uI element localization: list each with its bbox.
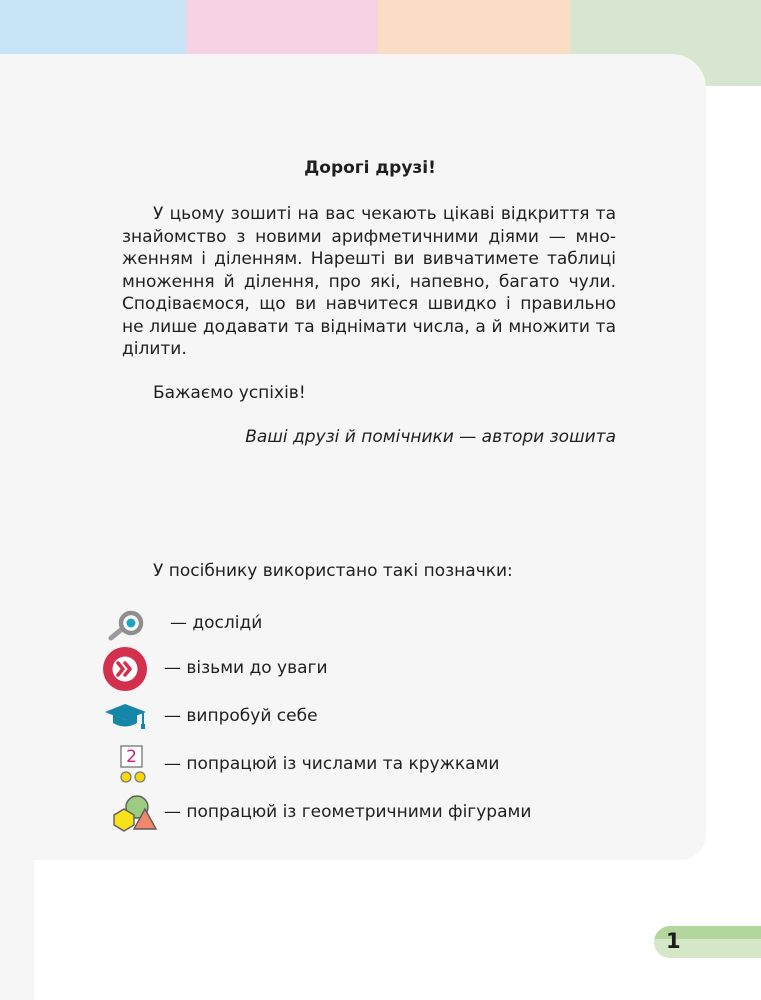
magnifier-icon — [100, 600, 158, 648]
legend-number: 2 — [126, 747, 137, 767]
legend-label-test-yourself: — випробуй себе — [164, 706, 318, 726]
legend-label-attention: — візьми до уваги — [164, 658, 328, 678]
left-edge-strip — [0, 860, 34, 1000]
graduation-cap-icon — [100, 693, 158, 741]
page-number-tab — [654, 926, 761, 958]
legend-label-explore: — досліди́ — [170, 613, 263, 633]
wish-text: Бажаємо успіхів! — [153, 383, 306, 403]
top-strip-blue — [0, 0, 186, 54]
legend-intro: У посібнику використано такі позначки: — [153, 561, 513, 581]
legend-item-explore — [100, 600, 580, 648]
legend-label-geometry: — попрацюй із геометричними фігурами — [164, 802, 532, 822]
signature: Ваші друзі й помічники — автори зошита — [245, 427, 616, 447]
top-strip-peach — [378, 0, 570, 54]
shapes-icon — [100, 789, 158, 837]
intro-paragraph: У цьому зошиті на вас чекають цікаві відкриття та знайомство з новими арифметичними діями — множенням і діленням. Нарешті ви вивчатимете таблиці множення й ділення, про які, напевно, багато чули. Сподіваємося, що ви навчитеся швидко і правильно не лише додавати та віднімати числа, а й множити та ділити. — [122, 204, 616, 359]
legend-label-numbers-dots: — попрацюй із числами та кружками — [164, 754, 500, 774]
legend-item-test-yourself — [100, 693, 580, 741]
legend-item-geometry — [100, 789, 580, 837]
double-arrow-icon — [100, 645, 158, 693]
legend-item-attention — [100, 645, 580, 693]
page-number: 1 — [666, 929, 681, 953]
legend-item-numbers-dots — [100, 741, 580, 789]
page-title: Дорогі друзі! — [304, 158, 436, 178]
top-strip-pink — [186, 0, 378, 54]
